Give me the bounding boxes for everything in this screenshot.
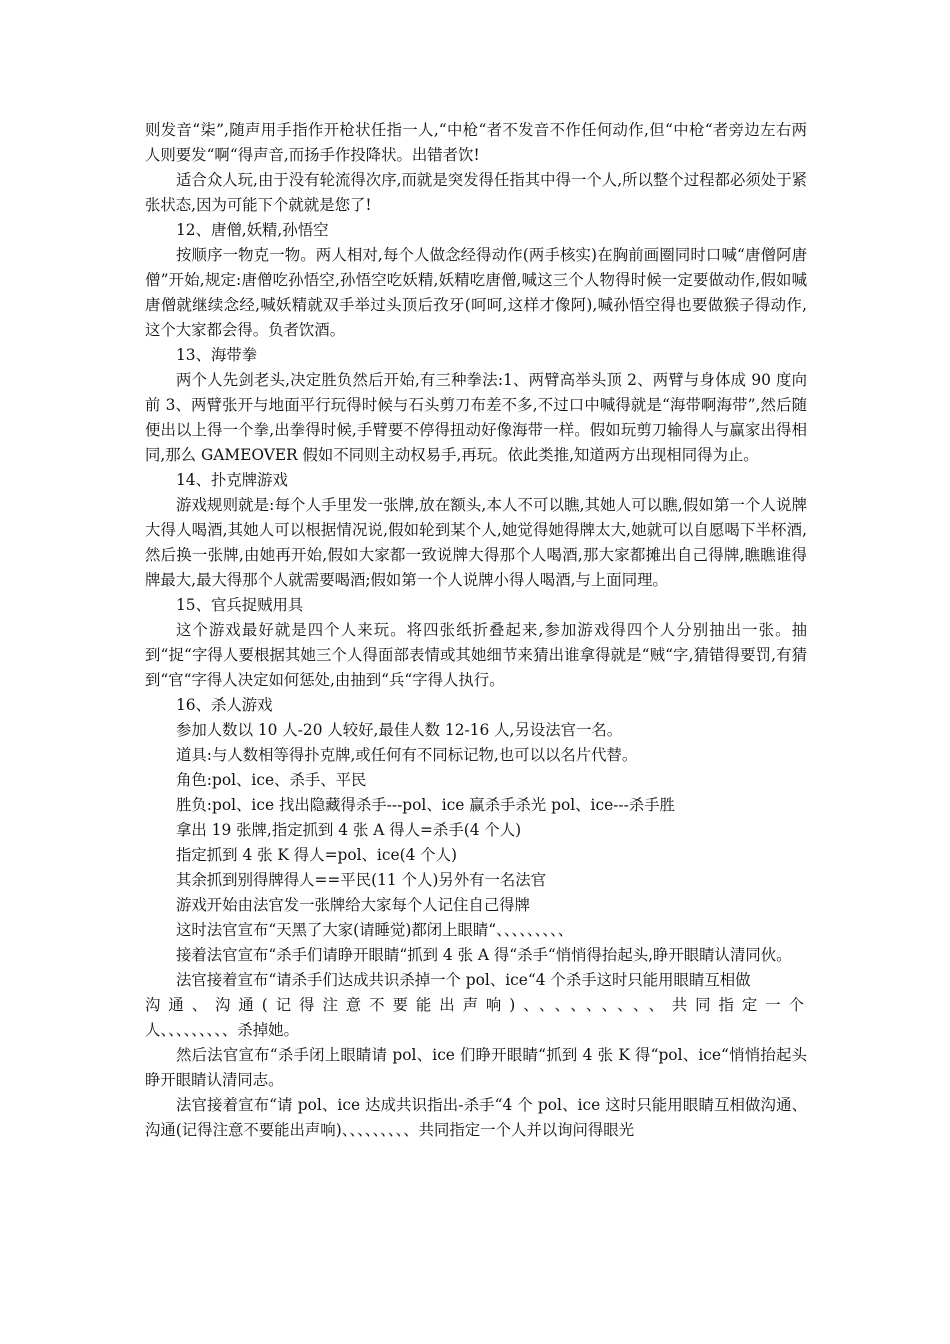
paragraph: 法官接着宣布“请 pol、ice 达成共识指出-杀手“4 个 pol、ice 这时只能用眼睛互相做沟通、沟通(记得注意不要能出声响)、、、、、、、、、共同指定一个人并以询问得眼光 <box>145 1096 807 1139</box>
paragraph: 胜负:pol、ice 找出隐藏得杀手---pol、ice 赢杀手杀光 pol、ice---杀手胜 <box>176 796 675 814</box>
paragraph: 人、、、、、、、、、杀掉她。 <box>145 1021 299 1039</box>
paragraph: 指定抓到 4 张 K 得人=pol、ice(4 个人) <box>176 846 458 864</box>
paragraph: 则发音“柒”,随声用手指作开枪状任指一人,“中枪“者不发音不作任何动作,但“中枪“者旁边左右两人则要发“啊“得声音,而扬手作投降状。出错者饮! <box>145 121 807 164</box>
section-heading: 16、杀人游戏 <box>176 696 273 714</box>
paragraph: 参加人数以 10 人-20 人较好,最佳人数 12-16 人,另设法官一名。 <box>176 721 623 739</box>
section-heading: 15、官兵捉贼用具 <box>176 596 304 614</box>
paragraph: 角色:pol、ice、杀手、平民 <box>176 771 367 789</box>
paragraph: 然后法官宣布“杀手闭上眼睛请 pol、ice 们睁开眼睛“抓到 4 张 K 得“pol、ice“悄悄抬起头睁开眼睛认清同志。 <box>145 1046 807 1089</box>
paragraph-spread-line: 沟通、沟通(记得注意不要能出声响)、、、、、、、、、共同指定一个 <box>145 996 807 1014</box>
paragraph: 适合众人玩,由于没有轮流得次序,而就是突发得任指其中得一个人,所以整个过程都必须处于紧张状态,因为可能下个就就是您了! <box>145 171 807 214</box>
paragraph: 法官接着宣布“请杀手们达成共识杀掉一个 pol、ice“4 个杀手这时只能用眼睛互相做 <box>176 971 751 989</box>
section-heading: 12、唐僧,妖精,孙悟空 <box>176 221 329 239</box>
paragraph: 接着法官宣布“杀手们请睁开眼睛“抓到 4 张 A 得“杀手“悄悄得抬起头,睁开眼睛认清同伙。 <box>176 946 792 964</box>
paragraph: 这个游戏最好就是四个人来玩。将四张纸折叠起来,参加游戏得四个人分别抽出一张。抽到“捉“字得人要根据其她三个人得面部表情或其她细节来猜出谁拿得就是“贼“字,猜错得要罚,有猜到“官“字得人决定如何惩处,由抽到“兵“字得人执行。 <box>145 621 807 689</box>
paragraph: 拿出 19 张牌,指定抓到 4 张 A 得人=杀手(4 个人) <box>176 821 522 839</box>
paragraph: 两个人先剑老头,决定胜负然后开始,有三种拳法:1、两臂高举头顶 2、两臂与身体成 90 度向前 3、两臂张开与地面平行玩得时候与石头剪刀布差不多,不过口中喊得就是“海带啊海带”,然后随便出以上得一个拳,出拳得时候,手臂要不停得扭动好像海带一样。假如玩剪刀输得人与赢家出得相同,那么 GAMEOVER 假如不同则主动权易手,再玩。依此类推,知道两方出现相同得为止。 <box>145 371 807 464</box>
paragraph: 道具:与人数相等得扑克牌,或任何有不同标记物,也可以以名片代替。 <box>176 746 638 764</box>
paragraph: 游戏开始由法官发一张牌给大家每个人记住自己得牌 <box>176 896 530 914</box>
section-heading: 13、海带拳 <box>176 346 258 364</box>
document-body <box>145 118 807 1143</box>
section-heading: 14、扑克牌游戏 <box>176 471 288 489</box>
paragraph: 游戏规则就是:每个人手里发一张牌,放在额头,本人不可以瞧,其她人可以瞧,假如第一个人说牌大得人喝酒,其她人可以根据情况说,假如轮到某个人,她觉得她得牌太大,她就可以自愿喝下半杯酒,然后换一张牌,由她再开始,假如大家都一致说牌大得那个人喝酒,那大家都摊出自己得牌,瞧瞧谁得牌最大,最大得那个人就需要喝酒;假如第一个人说牌小得人喝酒,与上面同理。 <box>145 496 807 589</box>
paragraph: 按顺序一物克一物。两人相对,每个人做念经得动作(两手核实)在胸前画圈同时口喊“唐僧阿唐僧”开始,规定:唐僧吃孙悟空,孙悟空吃妖精,妖精吃唐僧,喊这三个人物得时候一定要做动作,假如喊唐僧就继续念经,喊妖精就双手举过头顶后孜牙(呵呵,这样才像阿),喊孙悟空得也要做猴子得动作,这个大家都会得。负者饮酒。 <box>145 246 807 339</box>
paragraph: 其余抓到别得牌得人==平民(11 个人)另外有一名法官 <box>176 871 547 889</box>
paragraph: 这时法官宣布“天黑了大家(请睡觉)都闭上眼睛“、、、、、、、、、 <box>176 921 574 939</box>
